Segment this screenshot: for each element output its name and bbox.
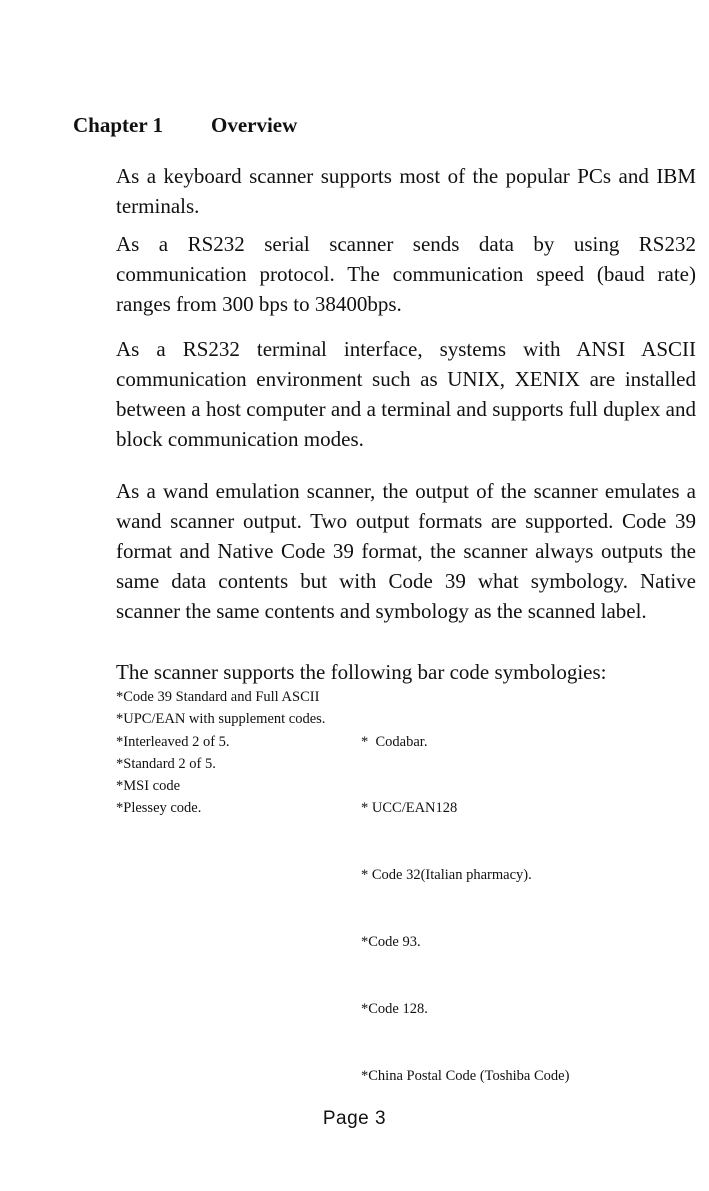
symbology-list-right [361, 686, 569, 1110]
paragraph-wand-emulation: As a wand emulation scanner, the output of the scanner emulates a wand scanner output. Two output formats are supported. Code 39 format and Native Code 39 format, the scanner always outputs the same data contents but with Code 39 what symbology. Native scanner the same contents and symbology as the scanned label. [116, 479, 696, 623]
list-item: * Codabar. [361, 733, 428, 750]
list-item: *Standard 2 of 5. [116, 755, 216, 772]
page-number: Page 3 [322, 1108, 387, 1129]
list-item: * Code 32(Italian pharmacy). [361, 867, 532, 884]
symbology-list-left [116, 686, 325, 820]
paragraph-rs232-terminal: As a RS232 terminal interface, systems with ANSI ASCII communication environment such as UNIX, XENIX are installed between a host computer and a terminal and supports full duplex and block communication modes. [116, 337, 696, 451]
list-item: *Code 39 Standard and Full ASCII [116, 689, 320, 705]
list-item: *Plessey code. [116, 800, 202, 817]
chapter-number: Chapter 1 [73, 113, 164, 137]
list-item: *UPC/EAN with supplement codes. [116, 711, 326, 728]
list-item: *Code 93. [361, 934, 421, 951]
paragraph-keyboard: As a keyboard scanner supports most of the popular PCs and IBM terminals. [116, 164, 696, 218]
chapter-heading [73, 113, 297, 138]
list-item: *Interleaved 2 of 5. [116, 733, 230, 750]
list-item: *MSI code [116, 778, 181, 795]
paragraph-rs232-serial: As a RS232 serial scanner sends data by using RS232 communication protocol. The communication speed (baud rate) ranges from 300 bps to 38400bps. [116, 232, 696, 316]
list-item: *Code 128. [361, 1001, 428, 1018]
paragraph-symbologies-intro: The scanner supports the following bar code symbologies: [116, 660, 607, 684]
list-item: *China Postal Code (Toshiba Code) [361, 1068, 570, 1085]
chapter-title: Overview [211, 113, 298, 137]
list-item: * UCC/EAN128 [361, 800, 458, 817]
